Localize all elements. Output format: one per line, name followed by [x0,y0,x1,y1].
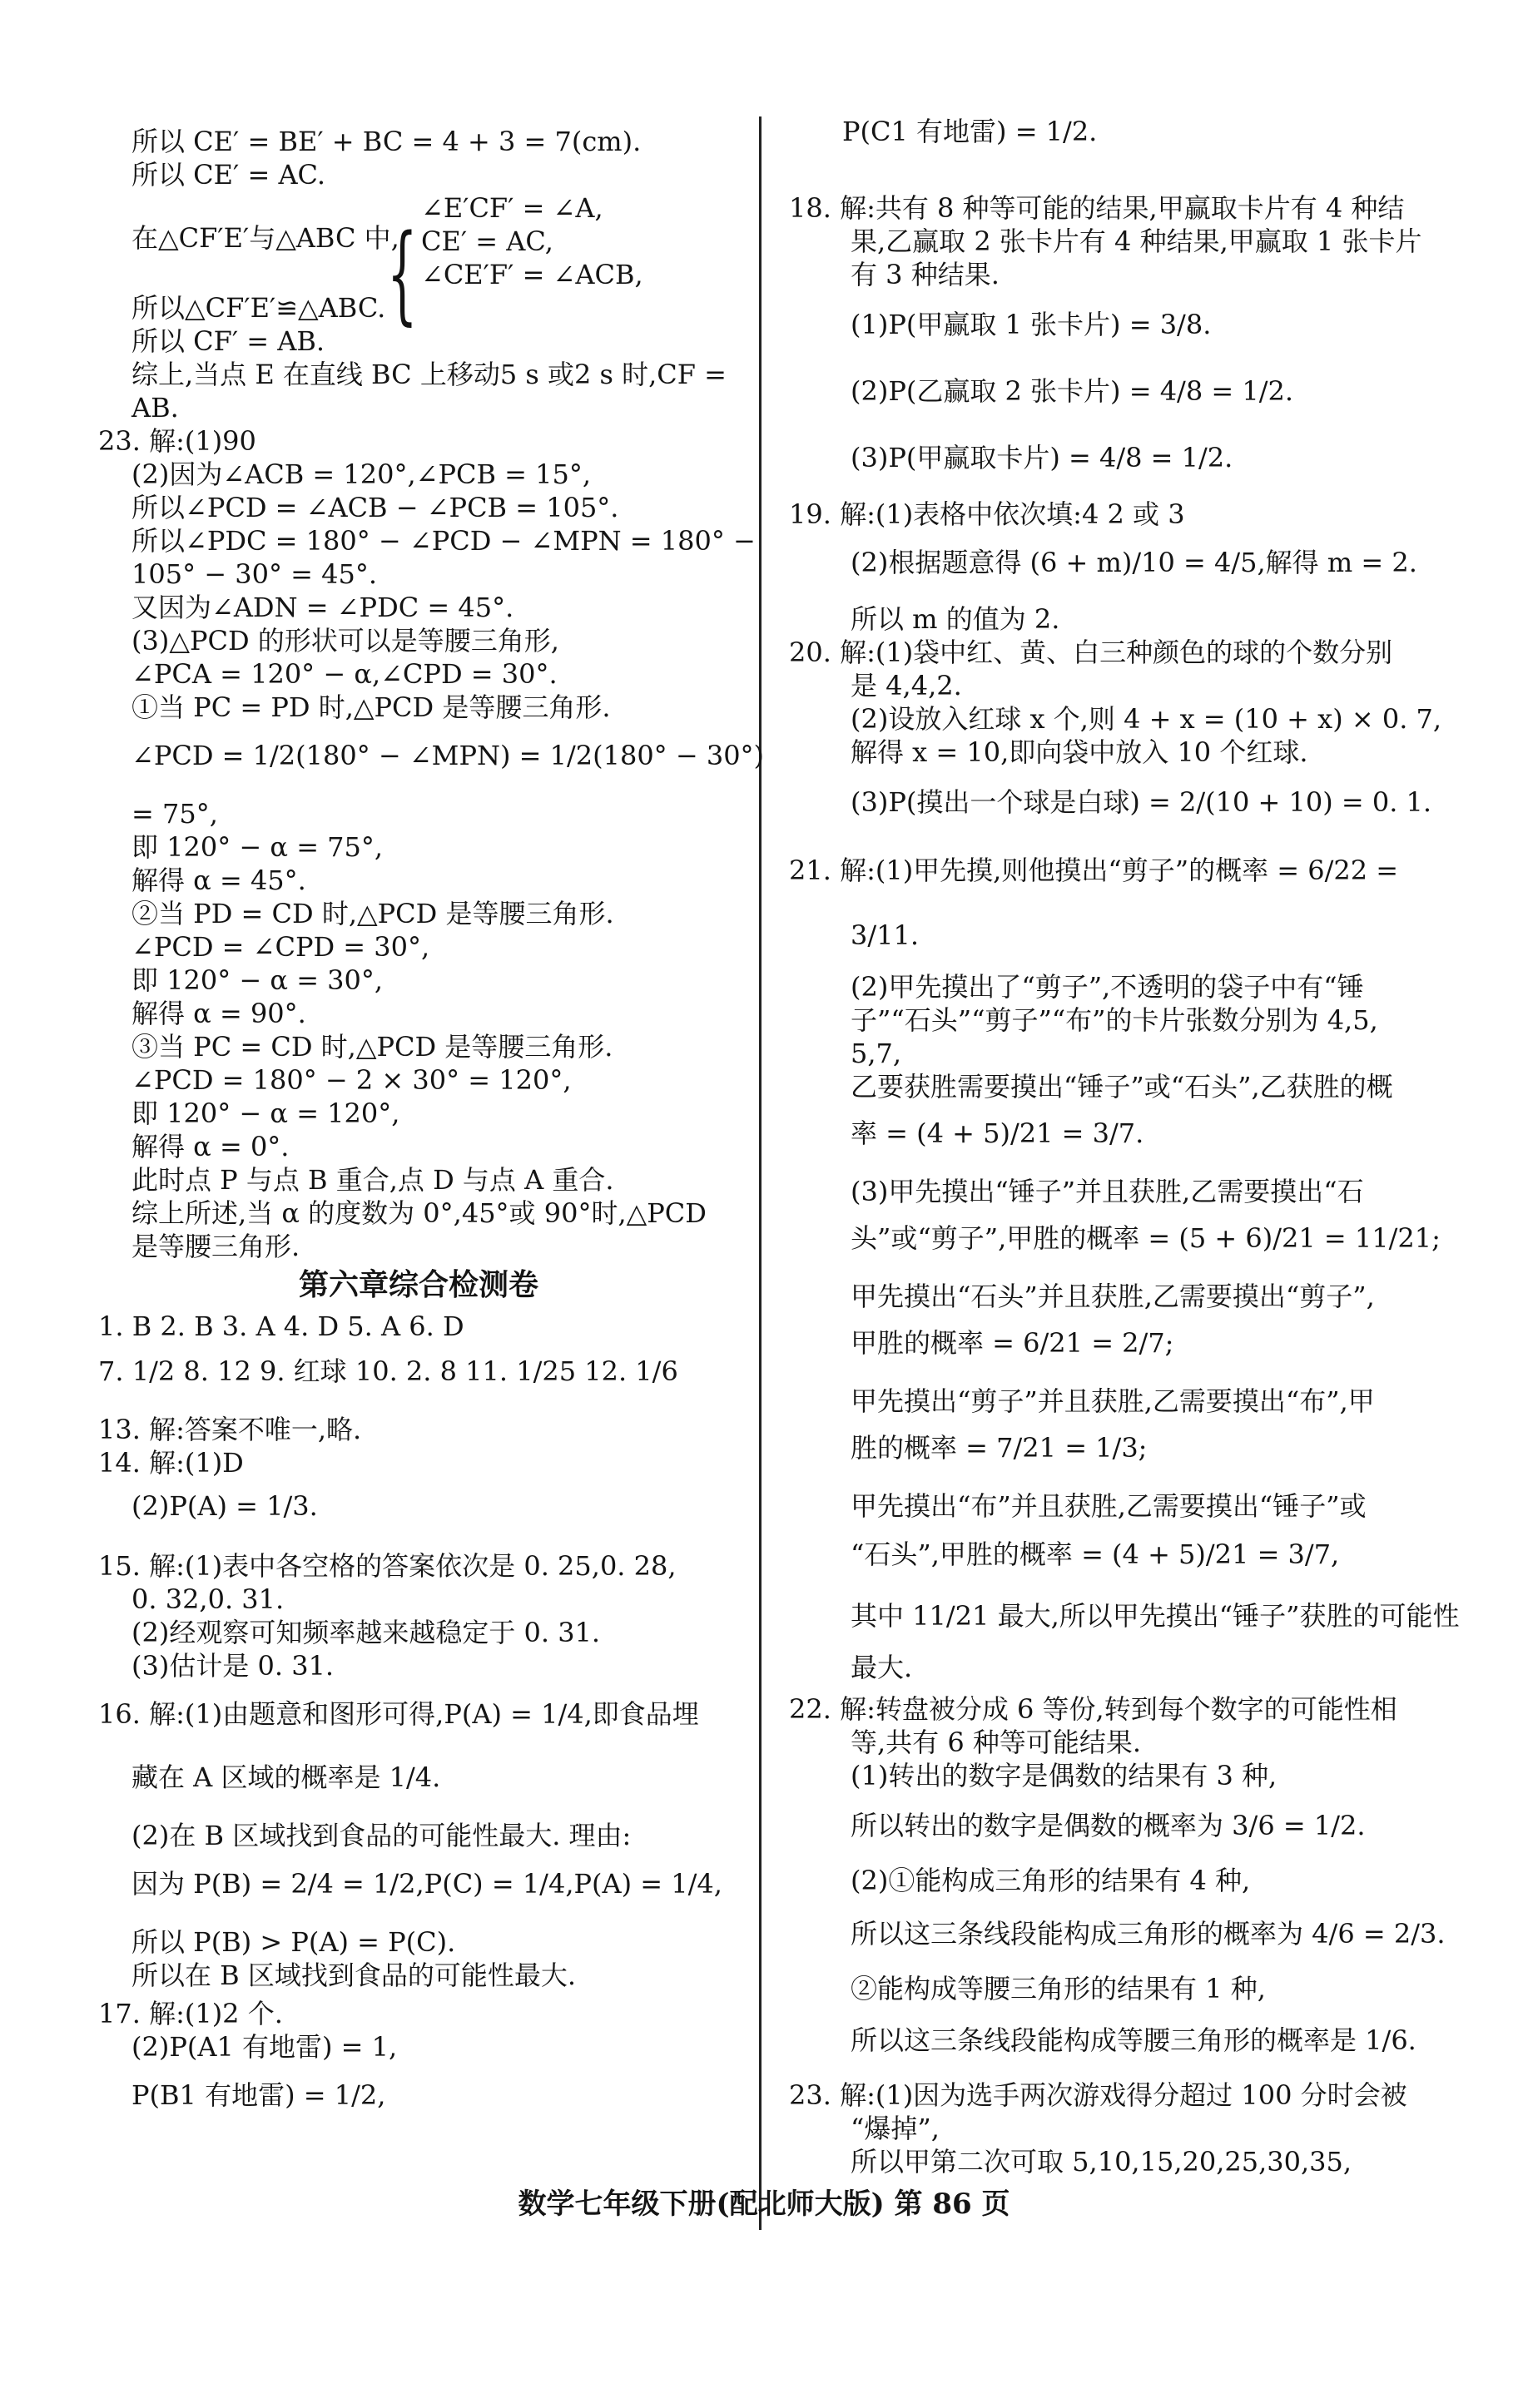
text-line: ∠PCD = ∠CPD = 30°, [131,931,430,963]
text-line: (3)△PCD 的形状可以是等腰三角形, [131,625,559,657]
text-line: (2)在 B 区域找到食品的可能性最大. 理由: [131,1820,632,1851]
text-line: 0. 32,0. 31. [131,1583,285,1615]
text-line: 所以 CE′ = BE′ + BC = 4 + 3 = 7(cm). [131,126,642,157]
text-line: (2)设放入红球 x 个,则 4 + x = (10 + x) × 0. 7, [851,703,1442,735]
text-line: 23. 解:(1)因为选手两次游戏得分超过 100 分时会被 [789,2079,1407,2111]
text-line: 有 3 种结果. [851,259,1000,290]
text-line: 13. 解:答案不唯一,略. [98,1414,362,1445]
text-line: 5,7, [851,1038,902,1069]
text-line: 105° − 30° = 45°. [131,558,377,590]
text-line: 又因为∠ADN = ∠PDC = 45°. [131,592,514,623]
text-line: = 75°, [131,798,218,830]
text-line: 16. 解:(1)由题意和图形可得,P(A) = 1/4,即食品埋 [98,1698,699,1730]
text-line: ①当 PC = PD 时,△PCD 是等腰三角形. [131,691,611,723]
text-line: ∠PCD = 1/2(180° − ∠MPN) = 1/2(180° − 30°) [131,740,765,771]
text-line: ∠CE′F′ = ∠ACB, [421,259,643,290]
text-line: ∠E′CF′ = ∠A, [421,192,603,224]
text-line: 所以∠PDC = 180° − ∠PCD − ∠MPN = 180° − [131,525,756,557]
text-line: 是 4,4,2. [851,670,962,701]
text-line: (1)转出的数字是偶数的结果有 3 种, [851,1760,1277,1791]
text-line: 18. 解:共有 8 种等可能的结果,甲赢取卡片有 4 种结 [789,192,1405,224]
text-line: 此时点 P 与点 B 重合,点 D 与点 A 重合. [131,1164,614,1196]
text-line: 20. 解:(1)袋中红、黄、白三种颜色的球的个数分别 [789,637,1393,668]
text-line: 1. B 2. B 3. A 4. D 5. A 6. D [98,1311,464,1342]
text-line: 所以 P(B) > P(A) = P(C). [131,1926,456,1958]
text-line: 其中 11/21 最大,所以甲先摸出“锤子”获胜的可能性 [851,1600,1460,1632]
text-line: 即 120° − α = 120°, [131,1097,400,1129]
section-heading: 第六章综合检测卷 [298,1267,538,1302]
text-line: ②当 PD = CD 时,△PCD 是等腰三角形. [131,898,614,929]
text-line: 综上所述,当 α 的度数为 0°,45°或 90°时,△PCD [131,1197,707,1229]
text-line: 子”“石头”“剪子”“布”的卡片张数分别为 4,5, [851,1004,1378,1036]
text-line: 所以在 B 区域找到食品的可能性最大. [131,1960,577,1991]
text-line: 即 120° − α = 30°, [131,964,384,996]
text-line: (3)P(摸出一个球是白球) = 2/(10 + 10) = 0. 1. [851,786,1432,818]
text-line: 14. 解:(1)D [98,1447,244,1479]
text-line: 在△CF′E′与△ABC 中, [131,222,399,254]
page-footer: 数学七年级下册(配北师大版) 第 86 页 [518,2188,1010,2221]
text-line: 所以 CE′ = AC. [131,159,326,191]
text-line: (2)经观察可知频率越来越稳定于 0. 31. [131,1617,601,1648]
text-line: 22. 解:转盘被分成 6 等份,转到每个数字的可能性相 [789,1693,1397,1725]
text-line: ③当 PC = CD 时,△PCD 是等腰三角形. [131,1031,613,1063]
text-line: (3)估计是 0. 31. [131,1650,335,1682]
text-line: 甲先摸出“布”并且获胜,乙需要摸出“锤子”或 [851,1490,1367,1522]
text-line: (2)根据题意得 (6 + m)/10 = 4/5,解得 m = 2. [851,547,1417,578]
text-line: 所以转出的数字是偶数的概率为 3/6 = 1/2. [851,1810,1366,1841]
text-line: 最大. [851,1652,913,1683]
text-line: (1)P(甲赢取 1 张卡片) = 3/8. [851,309,1212,340]
text-line: 17. 解:(1)2 个. [98,1998,283,2029]
text-line: 3/11. [851,919,920,951]
text-line: 藏在 A 区域的概率是 1/4. [131,1761,441,1793]
text-line: 所以这三条线段能构成等腰三角形的概率是 1/6. [851,2024,1416,2056]
text-line: 15. 解:(1)表中各空格的答案依次是 0. 25,0. 28, [98,1550,677,1582]
text-line: ∠PCA = 120° − α,∠CPD = 30°. [131,658,558,690]
text-line: 甲先摸出“剪子”并且获胜,乙需要摸出“布”,甲 [851,1385,1375,1417]
text-line: 头”或“剪子”,甲胜的概率 = (5 + 6)/21 = 11/21; [851,1222,1441,1254]
text-line: 所以这三条线段能构成三角形的概率为 4/6 = 2/3. [851,1918,1446,1950]
text-line: ②能构成等腰三角形的结果有 1 种, [851,1973,1266,2004]
text-line: 解得 α = 90°. [131,998,306,1029]
text-line: 果,乙赢取 2 张卡片有 4 种结果,甲赢取 1 张卡片 [851,225,1422,257]
text-line: 7. 1/2 8. 12 9. 红球 10. 2. 8 11. 1/25 12. 1/6 [98,1355,678,1387]
text-line: 因为 P(B) = 2/4 = 1/2,P(C) = 1/4,P(A) = 1/4, [131,1868,722,1900]
text-line: AB. [131,392,179,424]
text-line: “爆掉”, [851,2113,940,2144]
text-line: 21. 解:(1)甲先摸,则他摸出“剪子”的概率 = 6/22 = [789,855,1399,886]
text-line: 所以 m 的值为 2. [851,603,1060,635]
text-line: “石头”,甲胜的概率 = (4 + 5)/21 = 3/7, [851,1538,1340,1570]
text-line: 解得 α = 0°. [131,1131,290,1162]
text-line: (2)甲先摸出了“剪子”,不透明的袋子中有“锤 [851,971,1364,1003]
text-line: (3)甲先摸出“锤子”并且获胜,乙需要摸出“石 [851,1176,1364,1207]
column-divider [759,116,762,2230]
text-line: (2)P(A) = 1/3. [131,1490,318,1522]
text-line: 即 120° − α = 75°, [131,831,384,863]
text-line: 23. 解:(1)90 [98,425,256,457]
text-line: 是等腰三角形. [131,1231,300,1262]
text-line: (3)P(甲赢取卡片) = 4/8 = 1/2. [851,442,1233,473]
text-line: 乙要获胜需要摸出“锤子”或“石头”,乙获胜的概 [851,1071,1393,1102]
text-line: P(C1 有地雷) = 1/2. [842,116,1098,147]
text-line: 综上,当点 E 在直线 BC 上移动5 s 或2 s 时,CF = [131,359,727,390]
text-line: 胜的概率 = 7/21 = 1/3; [851,1432,1148,1464]
brace-symbol: { [387,212,418,336]
text-line: 解得 x = 10,即向袋中放入 10 个红球. [851,736,1308,768]
text-line: 甲胜的概率 = 6/21 = 2/7; [851,1327,1174,1359]
text-line: 率 = (4 + 5)/21 = 3/7. [851,1117,1144,1149]
text-line: 解得 α = 45°. [131,865,306,896]
text-line: (2)P(A1 有地雷) = 1, [131,2031,398,2063]
text-line: 所以甲第二次可取 5,10,15,20,25,30,35, [851,2146,1352,2178]
text-line: 所以∠PCD = ∠ACB − ∠PCB = 105°. [131,492,619,523]
text-line: 甲先摸出“石头”并且获胜,乙需要摸出“剪子”, [851,1281,1375,1312]
text-line: 所以 CF′ = AB. [131,325,325,357]
text-line: CE′ = AC, [421,225,553,257]
text-line: 19. 解:(1)表格中依次填:4 2 或 3 [789,498,1185,530]
text-line: 等,共有 6 种等可能结果. [851,1727,1142,1758]
text-line: (2)因为∠ACB = 120°,∠PCB = 15°, [131,458,592,490]
text-line: (2)①能构成三角形的结果有 4 种, [851,1865,1251,1896]
text-line: (2)P(乙赢取 2 张卡片) = 4/8 = 1/2. [851,375,1294,407]
text-line: ∠PCD = 180° − 2 × 30° = 120°, [131,1064,572,1096]
text-line: 所以△CF′E′≌△ABC. [131,292,386,324]
text-line: P(B1 有地雷) = 1/2, [131,2079,386,2111]
